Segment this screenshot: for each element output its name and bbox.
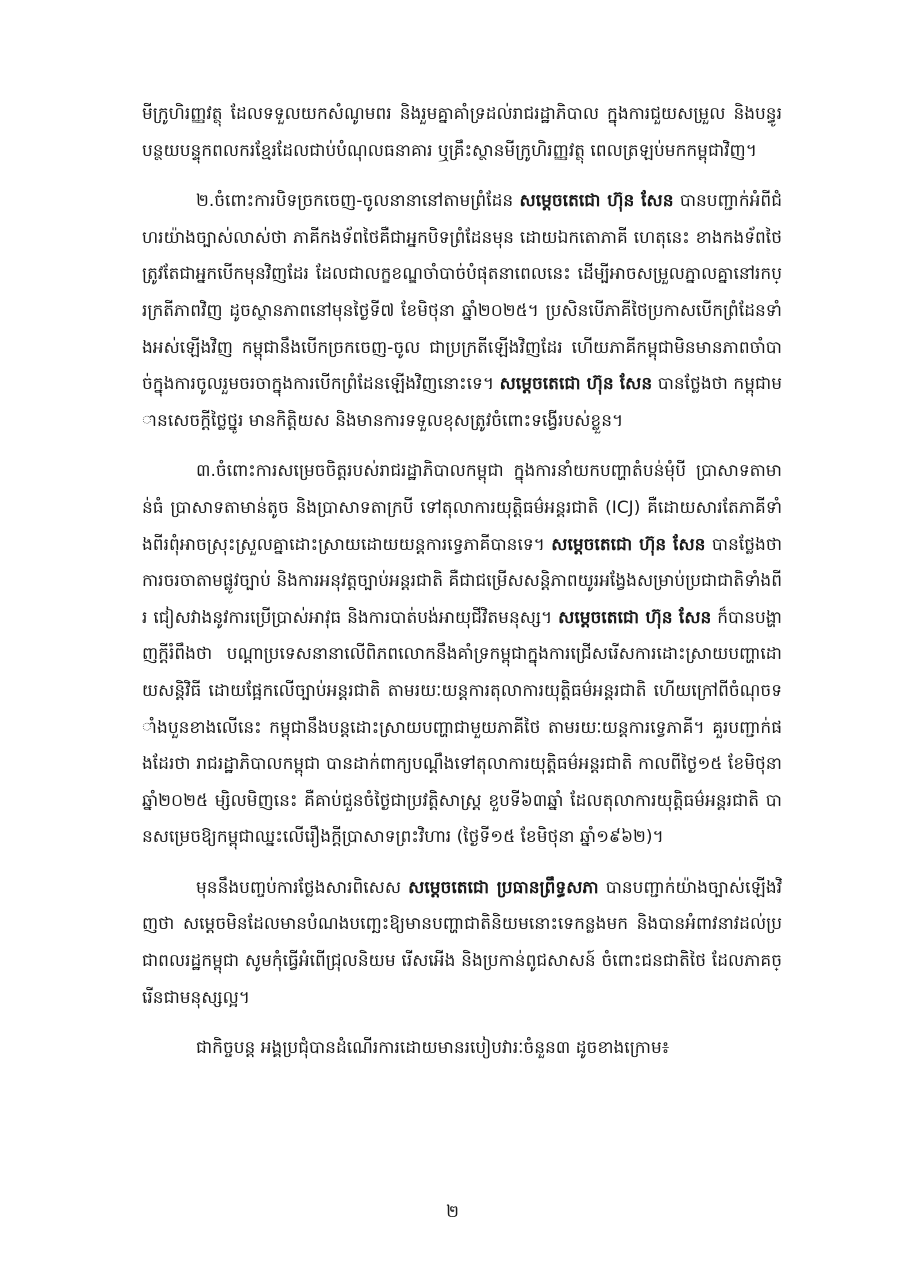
paragraph-text: បានថ្លែងថា ការចរចាតាមផ្លូវច្បាប់ និងការអនុវត្តច្បាប់អន្តរជាតិ គឺជាជម្រើសសន្តិភាពយូរអង្វែងសម្រាប់ប្រជាជាតិទាំងពីរ ជៀសវាងនូវការប្រើប្រាស់អាវុធ និងការបាត់បង់អាយុជីវិតមនុស្ស។	[142, 534, 783, 628]
paragraph-text: ២.ចំពោះការបិទច្រកចេញ-ចូលនានានៅតាមព្រំដែន	[196, 191, 520, 212]
page-number: ២	[446, 1202, 459, 1222]
document-body	[142, 96, 782, 1081]
paragraph-p5	[142, 1030, 782, 1067]
paragraph-p3	[142, 453, 782, 856]
paragraph-text: បានបញ្ជាក់យ៉ាងច្បាស់ឡើងវិញថា សម្តេចមិនដែលមានបំណងបញ្ឆេះឱ្យមានបញ្ហាជាតិនិយមនោះទេកន្លងមក និងបានអំពាវនាវដល់ប្រជាពលរដ្ឋកម្ពុជា សូមកុំធ្វើអំពើជ្រុលនិយម រើសអើង និងប្រកាន់ពូជសាសន៍ ចំពោះជនជាតិថៃ ដែលភាគច្រើនជាមនុស្សល្អ។	[142, 877, 783, 1008]
paragraph-text: ជាកិច្ចបន្ត អង្គប្រជុំបានដំណើរការដោយមានរបៀបវារៈចំនួន៣ ដូចខាងក្រោម៖	[196, 1038, 670, 1059]
paragraph-p2	[142, 183, 782, 439]
paragraph-p4	[142, 870, 782, 1016]
paragraph-text: មុននឹងបញ្ចប់ការថ្លែងសារពិសេស	[196, 877, 409, 898]
bold-name-text: សម្តេចតេជោ ហ៊ុន សែន	[519, 191, 674, 212]
bold-name-text: សម្តេចតេជោ ហ៊ុន សែន	[558, 607, 712, 628]
paragraph-text: ៣.ចំពោះការសម្រេចចិត្តរបស់រាជរដ្ឋាភិបាលកម្ពុជា ក្នុងការនាំយកបញ្ហាតំបន់មុំបី ប្រាសាទតាមាន់ធំ ប្រាសាទតាមាន់តូច និងប្រាសាទតាក្របី ទៅតុលាការយុត្តិធម៌អន្តរជាតិ (ICJ) គឺដោយសារតែភាគីទាំងពីរពុំអាចស្រុះស្រួលគ្នាដោះស្រាយដោយយន្តការទ្វេភាគីបានទេ។	[142, 461, 782, 555]
bold-name-text: សម្តេចតេជោ ប្រធានព្រឹទ្ធសភា	[408, 877, 599, 898]
paragraph-text: ក៏បានបង្ហាញក្តីរំពឹងថា បណ្តាប្រទេសនានាលើពិភពលោកនឹងគាំទ្រកម្ពុជាក្នុងការជ្រើសរើសការដោះស្រាយបញ្ហាដោយសន្តិវិធី ដោយផ្អែកលើច្បាប់អន្តរជាតិ តាមរយៈយន្តការតុលាការយុត្តិធម៌អន្តរជាតិ ហើយក្រៅពីចំណុចទាំងបួនខាងលើនេះ កម្ពុជានឹងបន្តដោះស្រាយបញ្ហាជាមួយភាគីថៃ តាមរយៈយន្តការទ្វេភាគី។ គួរបញ្ជាក់ផងដែរថា រាជរដ្ឋាភិបាលកម្ពុជា បានដាក់ពាក្យបណ្តឹងទៅតុលាការយុត្តិធម៌អន្តរជាតិ កាលពីថ្ងៃ១៥ ខែមិថុនា ឆ្នាំ២០២៥ ម្សិលមិញនេះ គឺគាប់ជួនចំថ្ងៃជាប្រវត្តិសាស្ត្រ ខួបទី៦៣ឆ្នាំ ដែលតុលាការយុត្តិធម៌អន្តរជាតិ បានសម្រេចឱ្យកម្ពុជាឈ្នះលើរឿងក្តីប្រាសាទព្រះវិហារ (ថ្ងៃទី១៥ ខែមិថុនា ឆ្នាំ១៩៦២)។	[142, 607, 782, 848]
bold-name-text: សម្តេចតេជោ ហ៊ុន សែន	[551, 534, 706, 555]
paragraph-p1	[142, 96, 782, 169]
paragraph-text: បានបញ្ជាក់អំពីជំហរយ៉ាងច្បាស់លាស់ថា ភាគីកងទ័ពថៃគឺជាអ្នកបិទព្រំដែនមុន ដោយឯកតោភាគី ហេតុនេះ ខាងកងទ័ពថៃត្រូវតែជាអ្នកបើកមុនវិញដែរ ដែលជាលក្ខខណ្ឌចាំបាច់បំផុតនាពេលនេះ ដើម្បីអាចសម្រួលភ្នាលគ្នានៅរកប្រក្រតីភាពវិញ ដូចស្ថានភាពនៅមុនថ្ងៃទី៧ ខែមិថុនា ឆ្នាំ២០២៥។ ប្រសិនបើភាគីថៃប្រកាសបើកព្រំដែនទាំងអស់ឡើងវិញ កម្ពុជានឹងបើកច្រកចេញ-ចូល ជាប្រក្រតីឡើងវិញដែរ ហើយភាគីកម្ពុជាមិនមានភាពចាំបាច់ក្នុងការចូលរួមចរចាក្នុងការបើកព្រំដែនឡើងវិញនោះទេ។	[142, 191, 783, 395]
paragraph-text: មីក្រូហិរញ្ញវត្ថុ ដែលទទួលយកសំណូមពរ និងរួមគ្នាគាំទ្រដល់រាជរដ្ឋាភិបាល ក្នុងការជួយសម្រួល និងបន្ធូរបន្ថយបន្ទុកពលករខ្មែរដែលជាប់បំណុលធនាគារ ឬគ្រឹះស្ថានមីក្រូហិរញ្ញវត្ថុ ពេលត្រឡប់មកកម្ពុជាវិញ។	[142, 104, 782, 161]
paragraph-text: បានថ្លែងថា កម្ពុជាមានសេចក្តីថ្លៃថ្នូរ មានកិត្តិយស និងមានការទទួលខុសត្រូវចំពោះទង្វើរបស់ខ្លួន។	[142, 374, 782, 431]
bold-name-text: សម្តេចតេជោ ហ៊ុន សែន	[499, 374, 653, 395]
